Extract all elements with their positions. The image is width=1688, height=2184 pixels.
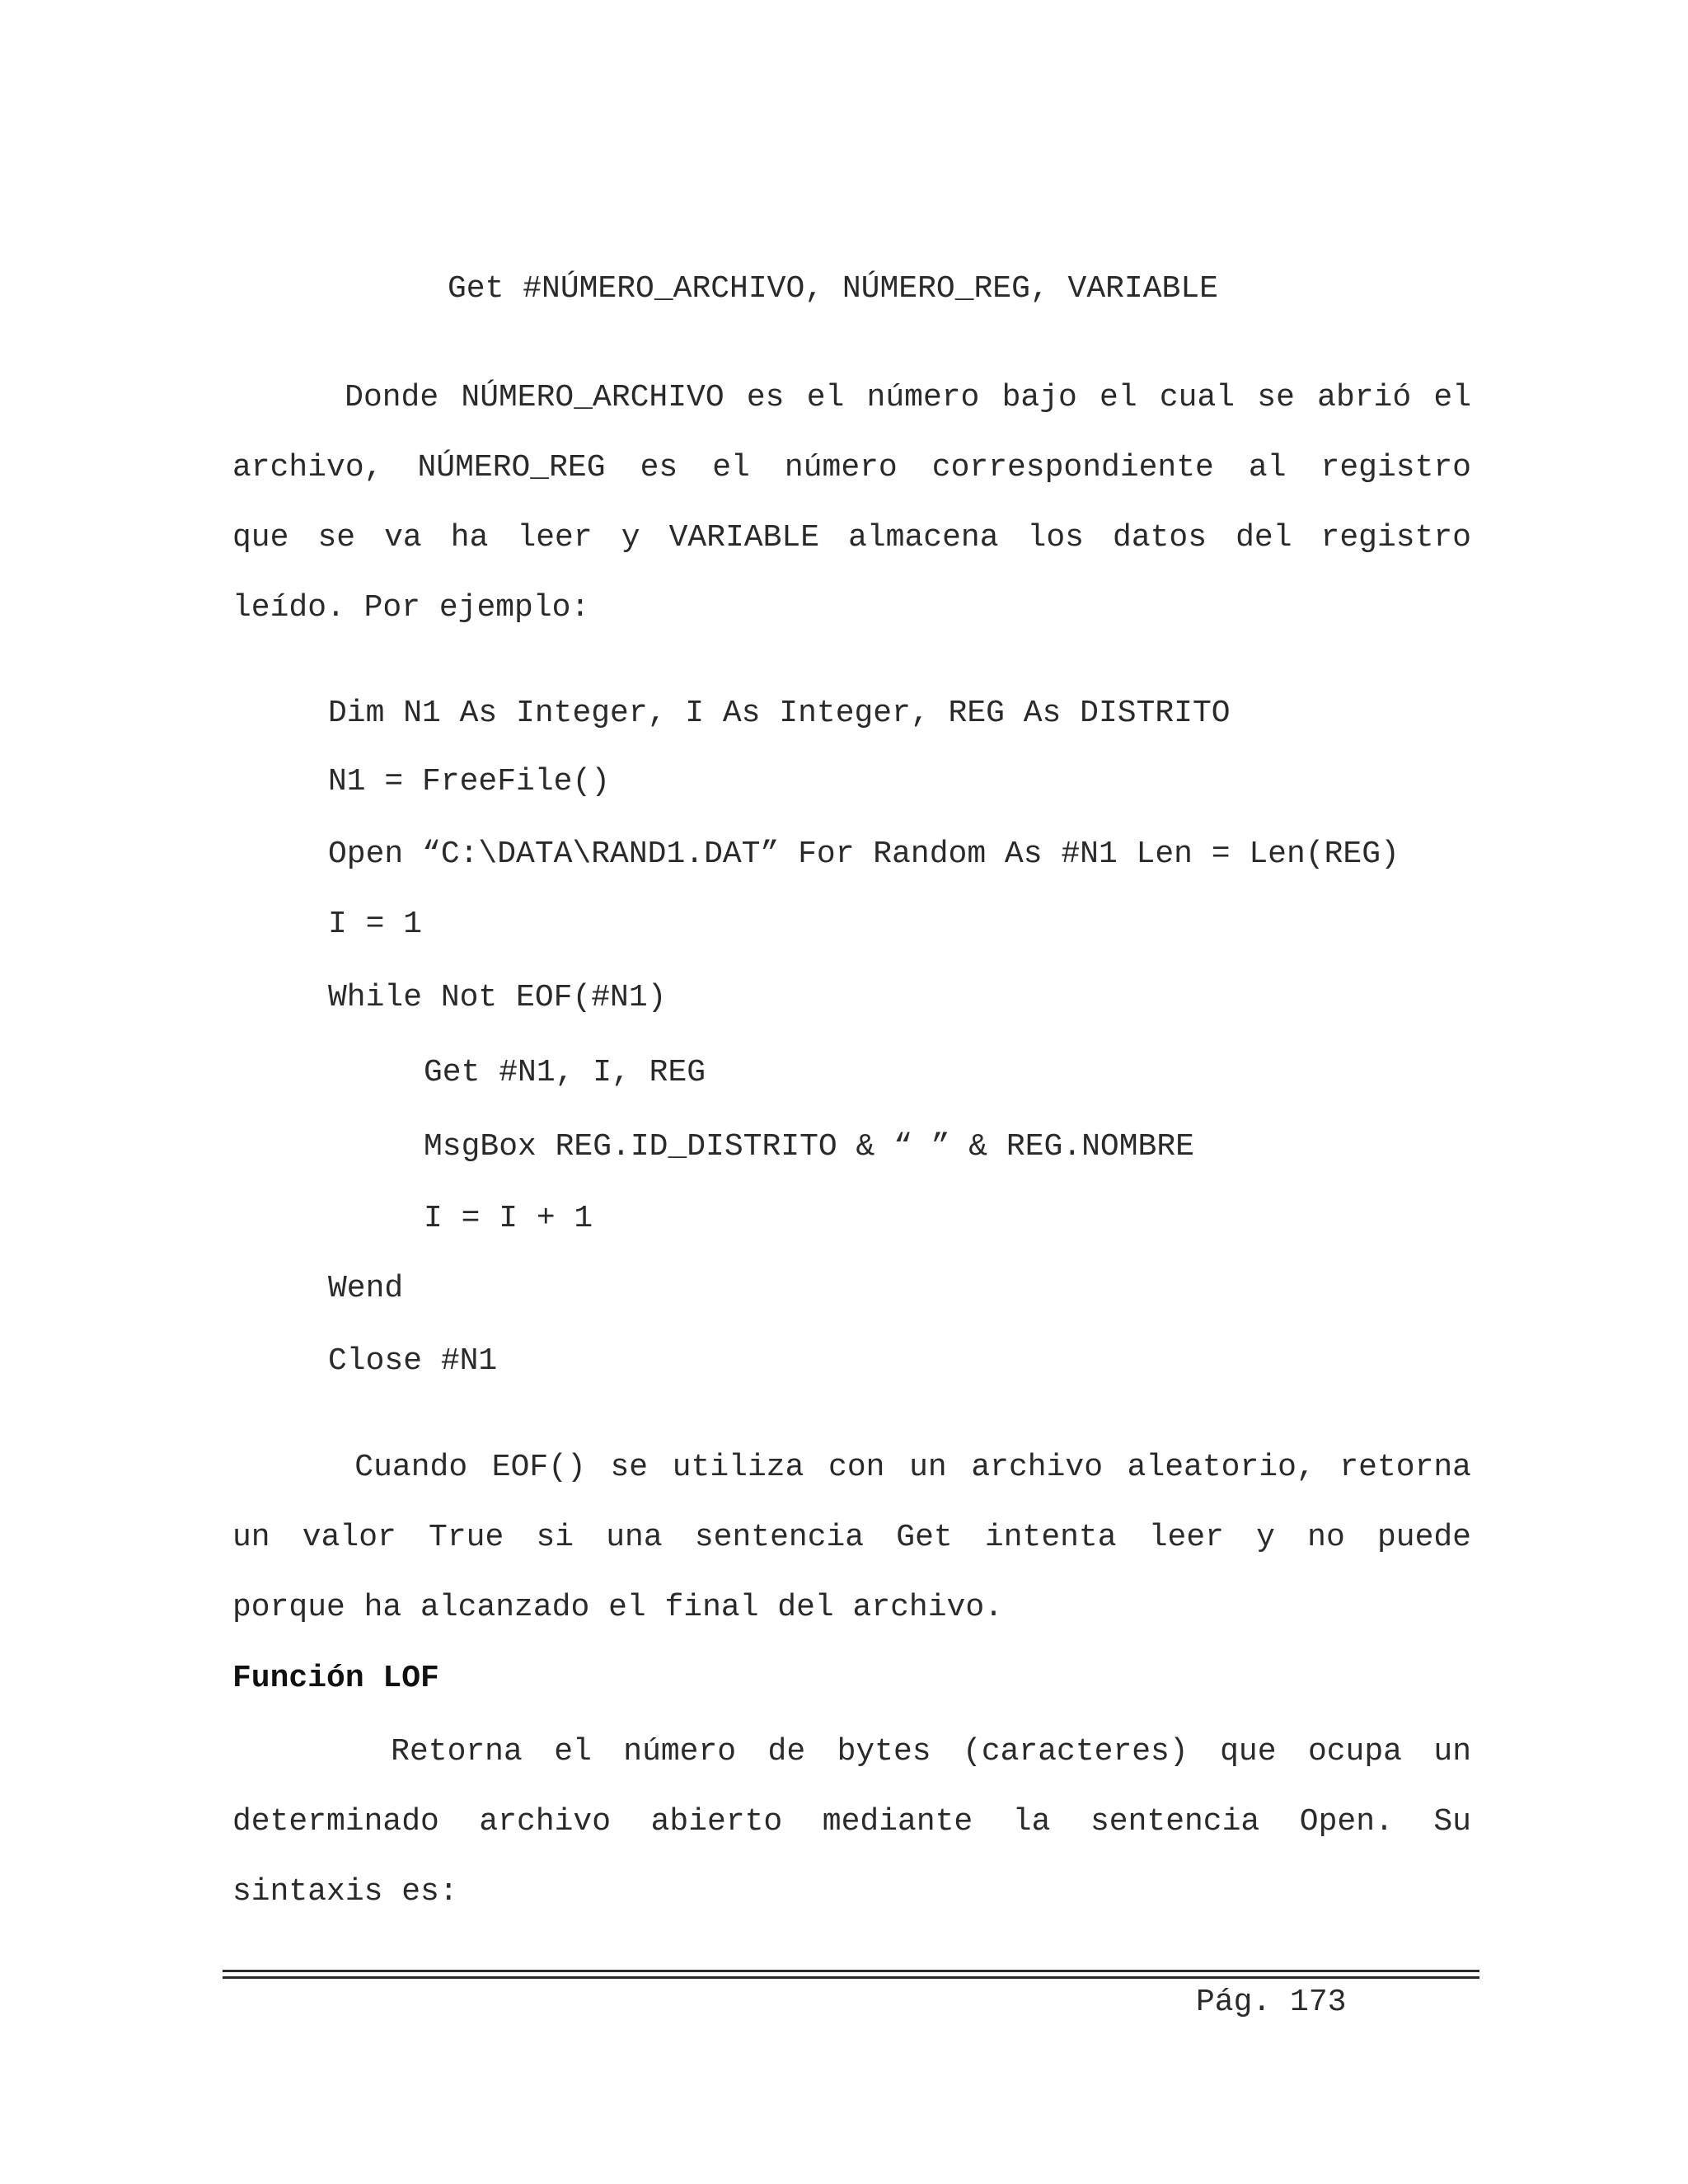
code-line: I = I + 1 bbox=[424, 1201, 593, 1236]
syntax-get: Get #NÚMERO_ARCHIVO, NÚMERO_REG, VARIABLE bbox=[448, 271, 1218, 307]
footer-rule-bottom bbox=[223, 1976, 1479, 1979]
code-line: N1 = FreeFile() bbox=[328, 764, 611, 799]
paragraph-1-line-1: Donde NÚMERO_ARCHIVO es el número bajo el cual se abrió el bbox=[232, 380, 1471, 415]
paragraph-2-line-2: un valor True si una sentencia Get intenta leer y no puede bbox=[232, 1520, 1471, 1555]
code-line: Close #N1 bbox=[328, 1343, 498, 1379]
footer-rule-top bbox=[223, 1970, 1479, 1972]
page-number: Pág. 173 bbox=[1196, 1985, 1347, 2020]
paragraph-1-line-4: leído. Por ejemplo: bbox=[232, 590, 590, 626]
paragraph-1-line-3: que se va ha leer y VARIABLE almacena los datos del registro bbox=[232, 520, 1471, 555]
code-line: While Not EOF(#N1) bbox=[328, 980, 667, 1015]
code-line: Open “C:\DATA\RAND1.DAT” For Random As #N1 Len = Len(REG) bbox=[328, 837, 1400, 872]
code-line: Wend bbox=[328, 1271, 404, 1306]
paragraph-3-line-3: sintaxis es: bbox=[232, 1874, 458, 1910]
section-heading-lof: Función LOF bbox=[232, 1661, 439, 1696]
paragraph-1-line-2: archivo, NÚMERO_REG es el número correspondiente al registro bbox=[232, 450, 1471, 485]
code-line: MsgBox REG.ID_DISTRITO & “ ” & REG.NOMBRE bbox=[424, 1129, 1194, 1165]
paragraph-2-line-3: porque ha alcanzado el final del archivo. bbox=[232, 1590, 1003, 1625]
paragraph-3-line-1: Retorna el número de bytes (caracteres) que ocupa un bbox=[232, 1734, 1471, 1769]
code-line: Dim N1 As Integer, I As Integer, REG As DISTRITO bbox=[328, 696, 1231, 731]
code-line: I = 1 bbox=[328, 907, 423, 942]
code-line: Get #N1, I, REG bbox=[424, 1055, 706, 1090]
paragraph-3-line-2: determinado archivo abierto mediante la sentencia Open. Su bbox=[232, 1804, 1471, 1840]
paragraph-2-line-1: Cuando EOF() se utiliza con un archivo aleatorio, retorna bbox=[232, 1450, 1471, 1485]
